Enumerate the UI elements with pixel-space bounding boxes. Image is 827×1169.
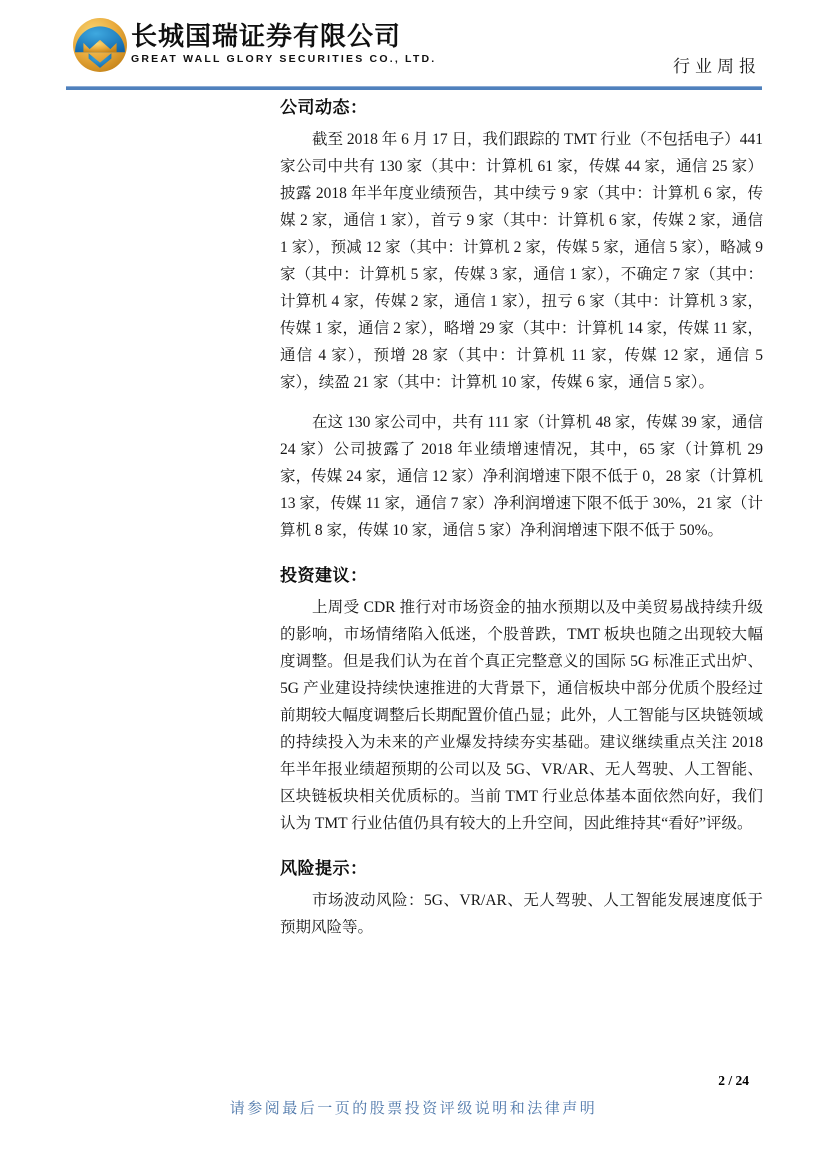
report-type-label: 行业周报 [673, 57, 761, 76]
paragraph: 上周受 CDR 推行对市场资金的抽水预期以及中美贸易战持续升级的影响，市场情绪陷入低迷，个股普跌，TMT 板块也随之出现较大幅度调整。但是我们认为在首个真正完整意义的国际 5G 标准正式出炉、5G 产业建设持续快速推进的大背景下，通信板块中部分优质个股经过前期较大幅度调整后长期配置价值凸显；此外，人工智能与区块链领域的持续投入为未来的产业爆发持续夯实基础。建议继续重点关注 2018 年半年报业绩超预期的公司以及 5G、VR/AR、无人驾驶、人工智能、区块链板块相关优质标的。当前 TMT 行业总体基本面依然向好，我们认为 TMT 行业估值仍具有较大的上升空间，因此维持其“看好”评级。 [280, 599, 763, 832]
section-heading: 投资建议： [280, 566, 368, 585]
company-logo-icon [72, 17, 128, 73]
section-investment-advice [280, 565, 763, 837]
section-risk-warning [280, 858, 763, 941]
page-number: 2 / 24 [718, 1073, 749, 1088]
paragraph: 截至 2018 年 6 月 17 日，我们跟踪的 TMT 行业（不包括电子）441 家公司中共有 130 家（其中：计算机 61 家，传媒 44 家，通信 25 家）披露 2018 年半年度业绩预告，其中续亏 9 家（其中：计算机 6 家，传媒 2 家，通信 1 家），首亏 9 家（其中：计算机 6 家，传媒 2 家，通信 1 家），预减 12 家（其中：计算机 2 家，传媒 5 家，通信 5 家），略减 9 家（其中：计算机 5 家，传媒 3 家，通信 1 家），不确定 7 家（其中：计算机 4 家，传媒 2 家，通信 1 家），扭亏 6 家（其中：计算机 3 家，传媒 1 家，通信 2 家），略增 29 家（其中：计算机 14 家，传媒 11 家，通信 4 家），预增 28 家（其中：计算机 11 家，传媒 12 家，通信 5 家），续盈 21 家（其中：计算机 10 家，传媒 6 家，通信 5 家）。 [280, 131, 763, 391]
paragraph: 在这 130 家公司中，共有 111 家（计算机 48 家，传媒 39 家，通信 24 家）公司披露了 2018 年业绩增速情况，其中，65 家（计算机 29 家，传媒 24 家，通信 12 家）净利润增速下限不低于 0，28 家（计算机 13 家，传媒 11 家，通信 7 家）净利润增速下限不低于 30%，21 家（计算机 8 家，传媒 10 家，通信 5 家）净利润增速下限不低于 50%。 [280, 414, 763, 539]
header-divider [66, 86, 762, 90]
document-body [280, 97, 763, 941]
section-company-dynamics [280, 97, 763, 544]
company-name-cn: 长城国瑞证券有限公司 [131, 21, 402, 51]
company-identity [131, 21, 436, 66]
company-name-en: GREAT WALL GLORY SECURITIES CO., LTD. [131, 53, 437, 65]
footer-disclaimer: 请参阅最后一页的股票投资评级说明和法律声明 [229, 1101, 598, 1117]
section-heading: 风险提示： [280, 859, 368, 878]
section-heading: 公司动态： [280, 98, 368, 117]
paragraph: 市场波动风险：5G、VR/AR、无人驾驶、人工智能发展速度低于预期风险等。 [280, 892, 763, 936]
